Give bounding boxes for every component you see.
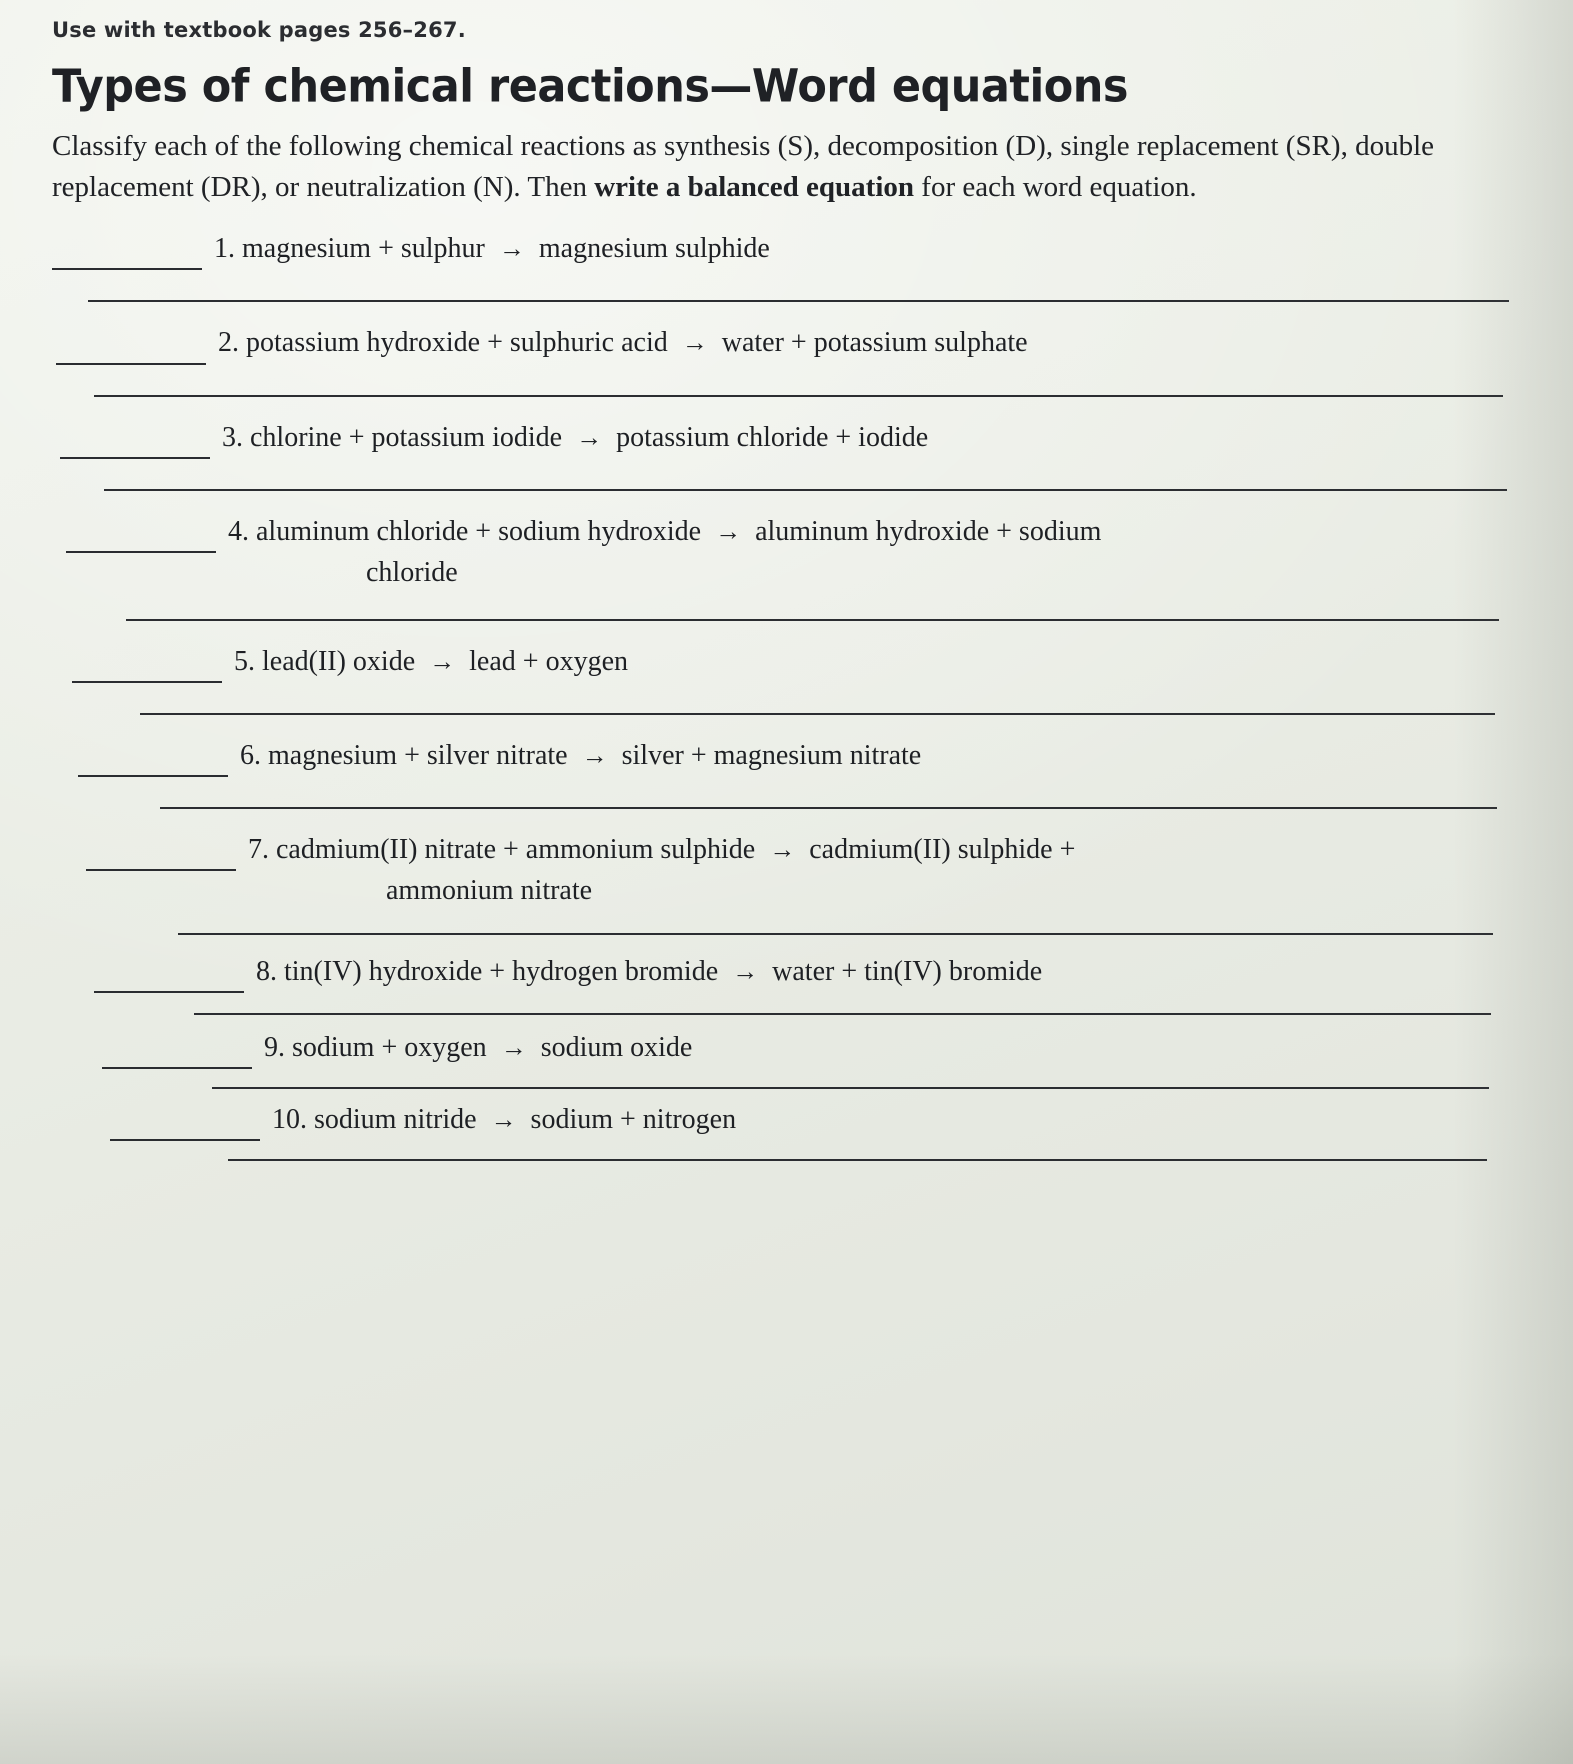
question-row: [102, 1029, 1517, 1069]
reaction-arrow-icon: →: [500, 1032, 527, 1062]
question-number: 6.: [240, 739, 261, 771]
list-item: [102, 1029, 1517, 1089]
question-text: [248, 831, 1075, 871]
question-number: 9.: [264, 1031, 285, 1063]
classification-blank-input[interactable]: [78, 749, 228, 777]
classification-blank-input[interactable]: [72, 655, 222, 683]
question-text-continuation: chloride: [366, 556, 458, 588]
question-number: 4.: [228, 515, 249, 547]
products-text: sodium oxide: [540, 1031, 693, 1063]
list-item: [52, 230, 1517, 302]
question-text-continuation: ammonium nitrate: [386, 874, 593, 906]
instructions-line-3b: for each word equation.: [914, 171, 1197, 204]
reaction-arrow-icon: →: [498, 234, 525, 264]
answer-line-input[interactable]: [160, 807, 1497, 809]
question-text: [222, 419, 928, 459]
reactants-text: cadmium(II) nitrate + ammonium sulphide: [276, 833, 756, 865]
question-text: [218, 324, 1028, 364]
classification-blank-input[interactable]: [110, 1113, 260, 1141]
answer-line-input[interactable]: [104, 489, 1507, 491]
classification-blank-input[interactable]: [56, 337, 206, 365]
reaction-arrow-icon: →: [490, 1105, 517, 1135]
products-text: water + potassium sulphate: [721, 327, 1028, 359]
products-text: silver + magnesium nitrate: [621, 739, 922, 771]
classification-blank-input[interactable]: [102, 1041, 252, 1069]
products-text: potassium chloride + iodide: [616, 421, 929, 453]
question-row: [72, 643, 1517, 683]
question-text: [240, 737, 921, 777]
question-number: 8.: [256, 955, 277, 987]
question-number: 3.: [222, 421, 243, 453]
instructions-line-2a: single replacement (SR), double replacement (DR), or neutralization (N). Then: [52, 130, 1435, 204]
reaction-arrow-icon: →: [681, 328, 708, 358]
list-item: [86, 831, 1517, 935]
list-item: [56, 324, 1517, 396]
reaction-arrow-icon: →: [732, 956, 759, 986]
reactants-text: chlorine + potassium iodide: [250, 421, 563, 453]
list-item: [60, 419, 1517, 491]
reaction-arrow-icon: →: [715, 516, 742, 546]
answer-line-input[interactable]: [212, 1087, 1489, 1089]
question-row: [60, 419, 1517, 459]
products-text: cadmium(II) sulphide +: [809, 833, 1076, 865]
reactants-text: magnesium + silver nitrate: [268, 739, 568, 771]
reaction-arrow-icon: →: [576, 422, 603, 452]
question-text: [214, 230, 770, 270]
reactants-text: tin(IV) hydroxide + hydrogen bromide: [284, 955, 719, 987]
list-item: [110, 1101, 1517, 1161]
question-row: [94, 953, 1517, 993]
answer-line-input[interactable]: [88, 300, 1509, 302]
page-title: Types of chemical reactions—Word equations: [52, 60, 1128, 113]
reactants-text: potassium hydroxide + sulphuric acid: [246, 327, 668, 359]
question-row: [52, 230, 1517, 270]
reactants-text: lead(II) oxide: [262, 645, 416, 677]
classification-blank-input[interactable]: [52, 242, 202, 270]
products-text: aluminum hydroxide + sodium: [755, 515, 1102, 547]
question-row: [110, 1101, 1517, 1141]
answer-line-input[interactable]: [178, 933, 1493, 935]
list-item: [72, 643, 1517, 715]
question-text: [272, 1101, 736, 1141]
question-list: [52, 230, 1517, 1161]
question-number: 7.: [248, 833, 269, 865]
list-item: [66, 513, 1517, 621]
reaction-arrow-icon: →: [769, 834, 796, 864]
answer-line-input[interactable]: [94, 395, 1503, 397]
instructions-emphasis-2: balanced equation: [687, 171, 915, 204]
question-number: 10.: [272, 1104, 307, 1136]
answer-line-input[interactable]: [194, 1013, 1491, 1015]
answer-line-input[interactable]: [126, 619, 1499, 621]
answer-line-input[interactable]: [140, 713, 1495, 715]
instructions: [52, 126, 1472, 208]
list-item: [94, 953, 1517, 1015]
classification-blank-input[interactable]: [66, 525, 216, 553]
classification-blank-input[interactable]: [60, 431, 210, 459]
question-number: 5.: [234, 645, 255, 677]
reactants-text: aluminum chloride + sodium hydroxide: [256, 515, 702, 547]
classification-blank-input[interactable]: [94, 965, 244, 993]
answer-line-input[interactable]: [228, 1159, 1487, 1161]
products-text: water + tin(IV) bromide: [772, 955, 1043, 987]
textbook-reference: Use with textbook pages 256–267.: [52, 18, 466, 42]
reactants-text: sodium + oxygen: [292, 1031, 487, 1063]
products-text: sodium + nitrogen: [530, 1104, 737, 1136]
question-number: 2.: [218, 327, 239, 359]
question-row: [86, 831, 1517, 871]
reaction-arrow-icon: →: [581, 740, 608, 770]
products-text: magnesium sulphide: [538, 233, 770, 265]
reactants-text: sodium nitride: [314, 1104, 477, 1136]
page-bottom-shadow: [0, 1654, 1573, 1764]
classification-blank-input[interactable]: [86, 843, 236, 871]
question-row: [56, 324, 1517, 364]
reactants-text: magnesium + sulphur: [242, 233, 485, 265]
question-row: [78, 737, 1517, 777]
list-item: [78, 737, 1517, 809]
instructions-emphasis-1: write a: [594, 171, 681, 204]
products-text: lead + oxygen: [469, 645, 628, 677]
question-text: [234, 643, 628, 683]
question-text: [264, 1029, 692, 1069]
instructions-line-1: Classify each of the following chemical reactions as synthesis (S), decomposition (D),: [52, 130, 1054, 162]
question-number: 1.: [214, 233, 235, 265]
question-text: [256, 953, 1042, 993]
question-text: [228, 513, 1101, 553]
reaction-arrow-icon: →: [429, 646, 456, 676]
question-row: [66, 513, 1517, 553]
